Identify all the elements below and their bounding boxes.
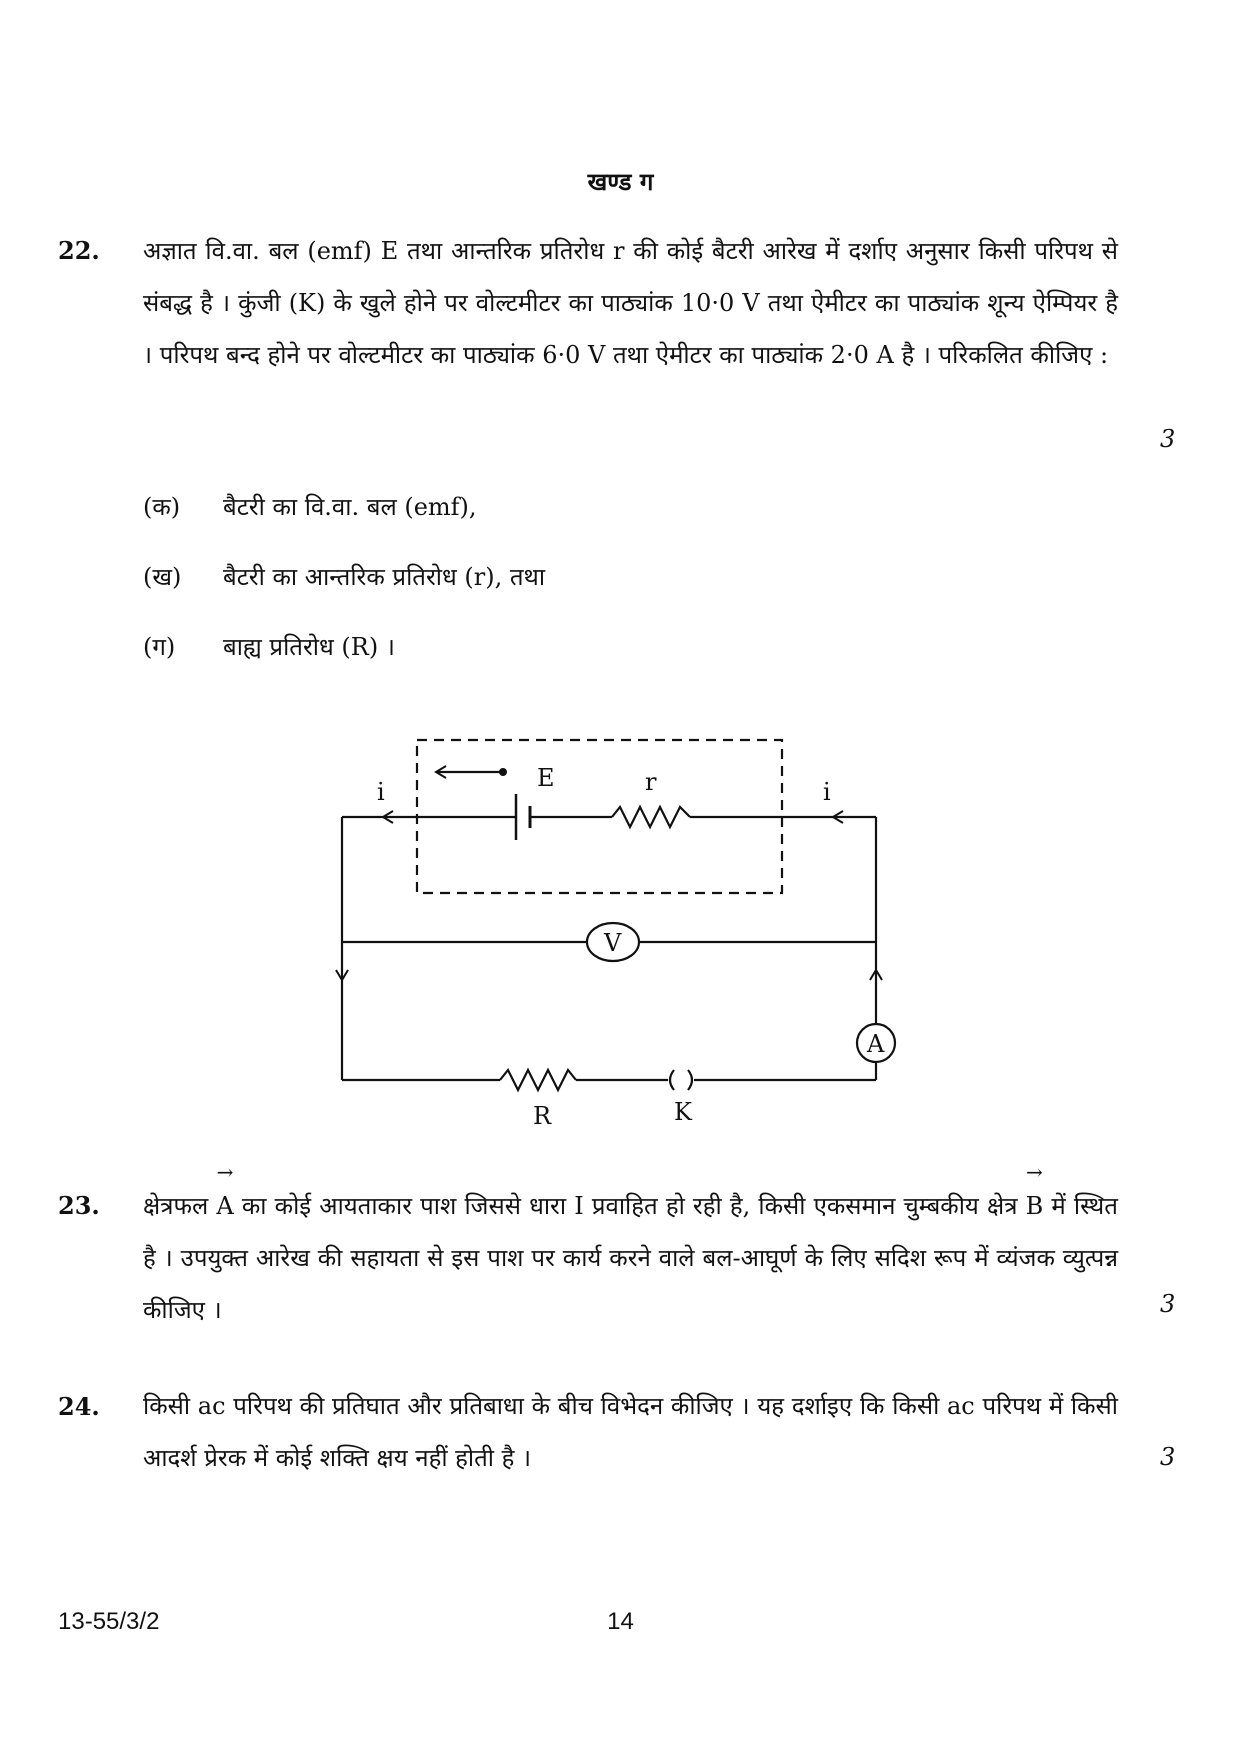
page-number: 14 (607, 1608, 634, 1635)
marks-23: 3 (1160, 1290, 1176, 1318)
vector-a (216, 1160, 234, 1232)
question-number-23: 23. (58, 1191, 100, 1220)
question-text-22: अज्ञात वि.वा. बल (emf) E तथा आन्तरिक प्रतिरोध r की कोई बैटरी आरेख में दर्शाए अनुसार किसी परिपथ से संबद्ध है । कुंजी (K) के खुले होने पर वोल्टमीटर का पाठ्यांक 10·0 V तथा ऐमीटर का पाठ्यांक शून्य ऐम्पियर है । परिपथ बन्द होने पर वोल्टमीटर का पाठ्यांक 6·0 V तथा ऐमीटर का पाठ्यांक 2·0 A है । परिकलित कीजिए : (143, 237, 1118, 369)
sub-part-text: बैटरी का आन्तरिक प्रतिरोध (r), तथा (223, 563, 546, 591)
sub-part-label: (क) (143, 493, 181, 521)
label-A: A (867, 1030, 885, 1058)
label-V: V (604, 929, 622, 957)
paper-code: 13-55/3/2 (58, 1608, 160, 1635)
question-text-23 (143, 1160, 1118, 1336)
sub-part-text: बैटरी का वि.वा. बल (emf), (223, 493, 477, 521)
vector-arrow-icon: → (216, 1160, 234, 1184)
question-text-24: किसी ac परिपथ की प्रतिघात और प्रतिबाधा के बीच विभेदन कीजिए । यह दर्शाइए कि किसी ac परिपथ में किसी आदर्श प्रेरक में कोई शक्ति क्षय नहीं होती है । (143, 1392, 1118, 1472)
external-resistor (500, 1070, 576, 1090)
key-right (688, 1070, 692, 1090)
label-E: E (537, 764, 555, 792)
section-title: खण्ड ग (587, 167, 654, 196)
sub-part-label: (ख) (143, 563, 182, 591)
q23-text-before: क्षेत्रफल (143, 1192, 209, 1220)
vector-a-letter: A (216, 1192, 234, 1220)
internal-resistor (612, 807, 690, 827)
label-i-right: i (823, 778, 831, 806)
label-i-left: i (377, 778, 385, 806)
question-number-22: 22. (58, 236, 100, 265)
vector-b-letter: B (1025, 1192, 1044, 1220)
marks-24: 3 (1160, 1443, 1176, 1471)
question-number-24: 24. (58, 1392, 100, 1421)
marks-22: 3 (1160, 425, 1176, 453)
sub-part-text: बाह्य प्रतिरोध (R) । (223, 633, 395, 661)
polarity-dot (499, 768, 507, 776)
vector-b (1025, 1160, 1044, 1232)
key-left (670, 1070, 674, 1090)
vector-arrow-icon: → (1026, 1160, 1043, 1184)
q23-text-after: में स्थित है । उपयुक्त आरेख की सहायता से इस पाश पर कार्य करने वाले बल-आघूर्ण के लिए सदिश रूप में व्यंजक व्युत्पन्न कीजिए । (143, 1192, 1118, 1324)
sub-part-label: (ग) (143, 633, 176, 661)
label-K: K (674, 1098, 692, 1126)
label-r: r (645, 768, 657, 796)
label-R: R (533, 1102, 552, 1130)
q23-text-mid: का कोई आयताकार पाश जिससे धारा I प्रवाहित हो रही है, किसी एकसमान चुम्बकीय क्षेत्र (241, 1192, 1018, 1220)
